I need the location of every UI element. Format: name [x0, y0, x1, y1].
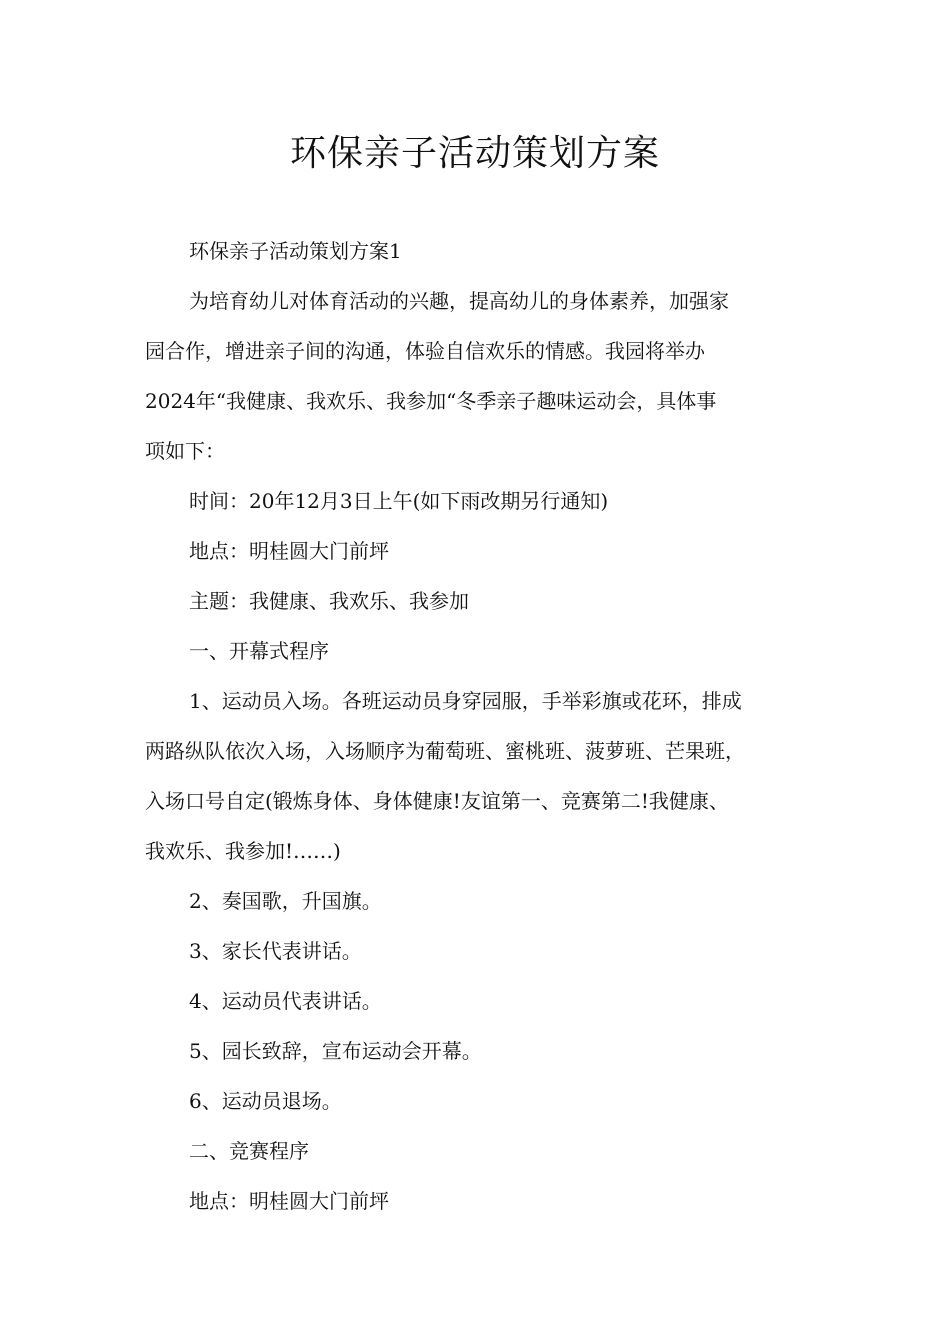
item-line: 入场口号自定(锻炼身体、身体健康!友谊第一、竞赛第二!我健康、	[145, 789, 729, 813]
opening-item-6: 6、运动员退场。	[189, 1089, 342, 1113]
item-line: 我欢乐、我参加!……)	[145, 839, 341, 863]
section-heading-opening: 一、开幕式程序	[189, 639, 329, 663]
theme-line: 主题：我健康、我欢乐、我参加	[189, 589, 469, 613]
place-line: 地点：明桂圆大门前坪	[189, 539, 389, 563]
item-line: 1、运动员入场。各班运动员身穿园服，手举彩旗或花环，排成	[189, 689, 742, 713]
subtitle: 环保亲子活动策划方案1	[189, 239, 402, 263]
intro-line: 项如下：	[145, 439, 225, 463]
section-heading-competition: 二、竞赛程序	[189, 1139, 309, 1163]
item-line: 两路纵队依次入场，入场顺序为葡萄班、蜜桃班、菠萝班、芒果班，	[145, 739, 745, 763]
document-title: 环保亲子活动策划方案	[289, 133, 660, 174]
time-line: 时间：20年12月3日上午(如下雨改期另行通知)	[189, 489, 609, 513]
intro-paragraph	[145, 276, 835, 476]
intro-line: 为培育幼儿对体育活动的兴趣，提高幼儿的身体素养，加强家	[189, 289, 729, 313]
opening-item-5: 5、园长致辞，宣布运动会开幕。	[189, 1039, 482, 1063]
intro-line: 园合作，增进亲子间的沟通，体验自信欢乐的情感。我园将举办	[145, 339, 705, 363]
competition-place-line: 地点：明桂圆大门前坪	[189, 1189, 389, 1213]
document-body	[145, 226, 835, 1226]
opening-item-4: 4、运动员代表讲话。	[189, 989, 382, 1013]
opening-item-1	[145, 676, 835, 876]
opening-item-2: 2、奏国歌，升国旗。	[189, 889, 382, 913]
opening-item-3: 3、家长代表讲话。	[189, 939, 362, 963]
intro-line: 2024年“我健康、我欢乐、我参加“冬季亲子趣味运动会，具体事	[145, 389, 717, 413]
